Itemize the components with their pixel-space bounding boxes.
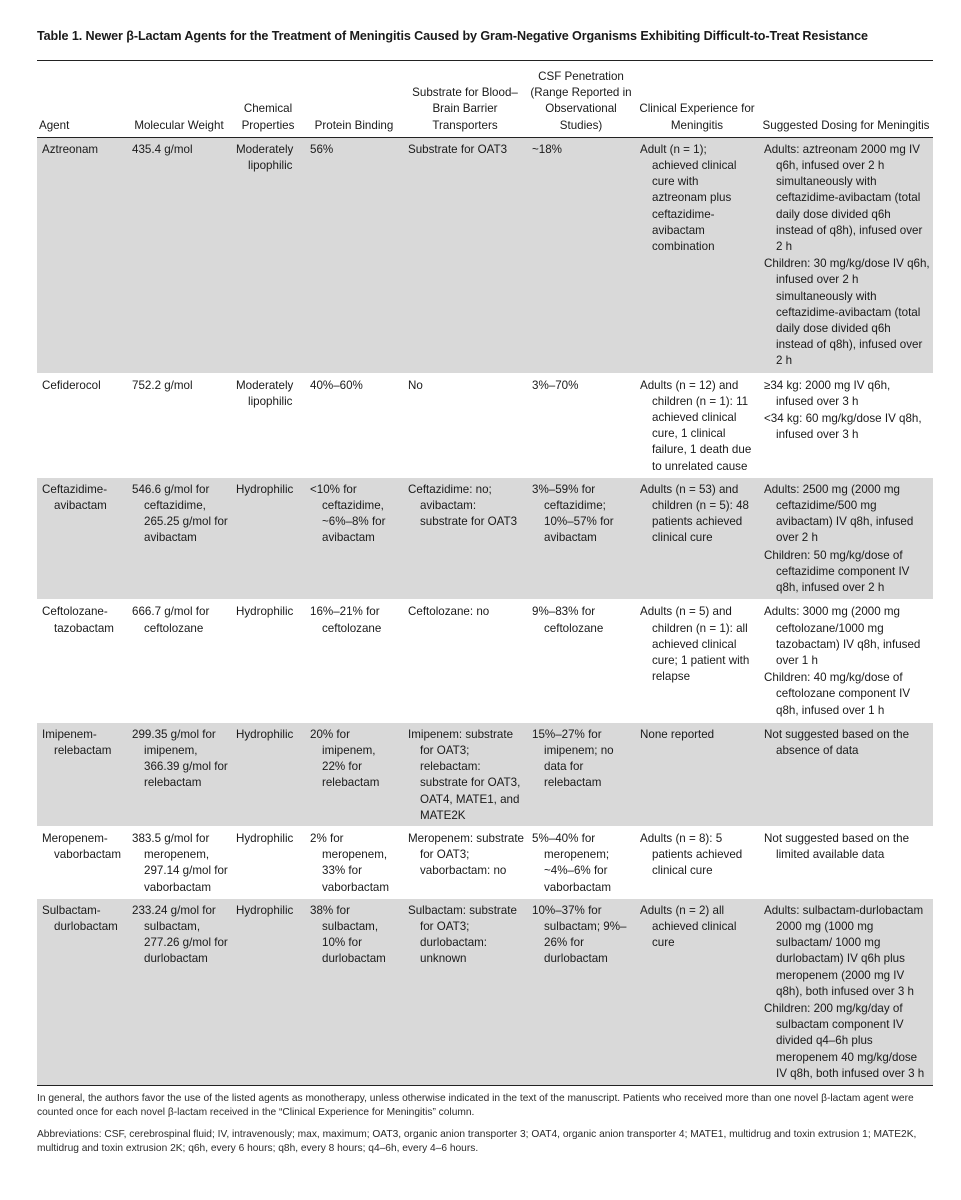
cell-bbb-transporters: Substrate for OAT3 — [408, 142, 508, 156]
cell-agent: Sulbactam-durlobactam — [42, 903, 118, 933]
cell-clinical-experience: Adults (n = 5) and children (n = 1): all achieved clinical cure; 1 patient with relapse — [640, 605, 750, 684]
cell-dosing-weight-high: ≥34 kg: 2000 mg IV q6h, infused over 3 h — [764, 378, 891, 408]
cell-csf-penetration: 9%–83% for ceftolozane — [532, 605, 604, 635]
header-molecular-weight: Molecular Weight — [127, 61, 231, 137]
cell-csf-penetration: 15%–27% for imipenem; no data for relebactam — [532, 727, 614, 790]
cell-bbb-transporters: Ceftazidime: no; avibactam: substrate for OAT3 — [408, 482, 518, 529]
cell-dosing-adults: Adults: aztreonam 2000 mg IV q6h, infused over 2 h simultaneously with ceftazidime-avibactam (total daily dose divided q6h instead of q8h), infused over 2 h — [764, 142, 923, 254]
cell-dosing: Not suggested based on the absence of data — [764, 727, 910, 757]
cell-agent: Meropenem-vaborbactam — [42, 831, 122, 862]
cell-molecular-weight: 546.6 g/mol for ceftazidime, 265.25 g/mol for avibactam — [132, 482, 228, 545]
table-row — [37, 826, 933, 898]
cell-molecular-weight: 233.24 g/mol for sulbactam, 277.26 g/mol for durlobactam — [132, 903, 228, 966]
cell-protein-binding: 56% — [310, 142, 334, 156]
cell-csf-penetration: 3%–70% — [532, 378, 579, 392]
cell-csf-penetration: 3%–59% for ceftazidime; 10%–57% for avibactam — [532, 482, 614, 545]
cell-agent: Cefiderocol — [42, 378, 101, 392]
cell-bbb-transporters: No — [408, 378, 423, 392]
table-title: Table 1. Newer β-Lactam Agents for the Treatment of Meningitis Caused by Gram-Negative Organisms Exhibiting Difficult-to-Treat Resistance — [37, 29, 868, 43]
cell-chemical-properties: Hydrophilic — [236, 605, 294, 619]
cell-bbb-transporters: Imipenem: substrate for OAT3; relebactam: substrate for OAT3, OAT4, MATE1, and MATE2K — [408, 727, 521, 822]
cell-molecular-weight: 666.7 g/mol for ceftolozane — [132, 605, 210, 635]
cell-clinical-experience: Adult (n = 1); achieved clinical cure with aztreonam plus ceftazidime-avibactam combination — [640, 142, 737, 254]
cell-chemical-properties: Hydrophilic — [236, 831, 294, 845]
table-row — [37, 477, 933, 599]
cell-protein-binding: <10% for ceftazidime, ~6%–8% for avibactam — [310, 482, 386, 545]
cell-clinical-experience: Adults (n = 8): 5 patients achieved clinical cure — [640, 831, 743, 878]
header-clinical-experience: Clinical Experience for Meningitis — [635, 61, 759, 137]
cell-dosing-children: Children: 40 mg/kg/dose of ceftolozane component IV q8h, infused over 1 h — [764, 671, 911, 717]
table-figure — [37, 26, 933, 1164]
cell-agent: Ceftazidime-avibactam — [42, 482, 108, 513]
cell-chemical-properties: Moderately lipophilic — [236, 142, 294, 173]
table-row — [37, 137, 933, 373]
cell-dosing-children: Children: 30 mg/kg/dose IV q6h, infused over 2 h simultaneously with ceftazidime-avibactam (total daily dose divided q6h instead of q8h), infused over 2 h — [764, 257, 930, 368]
footnote-abbreviations: Abbreviations: CSF, cerebrospinal fluid; IV, intravenously; max, maximum; OAT3, organic anion transporter 3; OAT4, organic anion transporter 4; MATE1, multidrug and toxin extrusion 1; MATE2K, multidrug and toxin extrusion 2K; q6h, every 6 hours; q8h, every 8 hours; q4–6h, every 4–6 hours. — [37, 1128, 917, 1155]
cell-clinical-experience: None reported — [640, 727, 715, 741]
cell-dosing-children: Children: 50 mg/kg/dose of ceftazidime component IV q8h, infused over 2 h — [764, 548, 910, 595]
table-row — [37, 898, 933, 1085]
footnote-general: In general, the authors favor the use of the listed agents as monotherapy, unless otherwise indicated in the text of the manuscript. Patients who received more than one novel β-lactam agent were counted once for each novel β-lactam received in the “Clinical Experience for Meningitis” column. — [37, 1092, 914, 1119]
header-csf-penetration: CSF Penetration (Range Reported in Observational Studies) — [527, 61, 635, 137]
cell-dosing-adults: Adults: 2500 mg (2000 mg ceftazidime/500 mg avibactam) IV q8h, infused over 2 h — [764, 482, 914, 545]
cell-dosing-children: Children: 200 mg/kg/day of sulbactam component IV divided q4–6h plus meropenem 40 mg/kg/dose IV q8h, both infused over 3 h — [764, 1001, 925, 1080]
cell-agent: Ceftolozane-tazobactam — [42, 605, 114, 635]
cell-protein-binding: 20% for imipenem, 22% for relebactam — [310, 727, 380, 790]
cell-protein-binding: 2% for meropenem, 33% for vaborbactam — [310, 831, 390, 894]
cell-dosing-weight-low: <34 kg: 60 mg/kg/dose IV q8h, infused over 3 h — [764, 412, 922, 442]
cell-dosing-adults: Adults: 3000 mg (2000 mg ceftolozane/1000 mg tazobactam) IV q8h, infused over 1 h — [764, 605, 921, 667]
header-suggested-dosing: Suggested Dosing for Meningitis — [759, 61, 933, 137]
cell-chemical-properties: Hydrophilic — [236, 482, 294, 496]
cell-csf-penetration: 5%–40% for meropenem; ~4%–6% for vaborbactam — [532, 831, 612, 894]
cell-clinical-experience: Adults (n = 12) and children (n = 1): 11 achieved clinical cure, 1 clinical failure, 1 death due to unrelated cause — [640, 378, 752, 473]
table-row — [37, 600, 933, 722]
header-row — [37, 61, 933, 137]
table-footnotes — [37, 1092, 933, 1157]
agents-table — [37, 61, 933, 1086]
header-chemical-properties: Chemical Properties — [231, 61, 305, 137]
cell-molecular-weight: 299.35 g/mol for imipenem, 366.39 g/mol for relebactam — [132, 727, 228, 790]
cell-agent: Aztreonam — [42, 142, 99, 156]
cell-bbb-transporters: Ceftolozane: no — [408, 605, 490, 619]
cell-csf-penetration: ~18% — [532, 142, 562, 156]
cell-molecular-weight: 435.4 g/mol — [132, 142, 193, 156]
cell-molecular-weight: 383.5 g/mol for meropenem, 297.14 g/mol for vaborbactam — [132, 831, 228, 894]
cell-dosing-adults: Adults: sulbactam-durlobactam 2000 mg (1000 mg sulbactam/ 1000 mg durlobactam) IV q6h plus meropenem (2000 mg IV q8h), both infused over 3 h — [764, 903, 924, 998]
cell-agent: Imipenem-relebactam — [42, 727, 112, 757]
cell-protein-binding: 38% for sulbactam, 10% for durlobactam — [310, 903, 386, 966]
header-protein-binding: Protein Binding — [305, 61, 403, 137]
cell-bbb-transporters: Meropenem: substrate for OAT3; vaborbactam: no — [408, 831, 524, 878]
cell-bbb-transporters: Sulbactam: substrate for OAT3; durlobactam: unknown — [408, 903, 517, 966]
cell-clinical-experience: Adults (n = 53) and children (n = 5): 48 patients achieved clinical cure — [640, 482, 749, 545]
cell-chemical-properties: Hydrophilic — [236, 727, 294, 741]
cell-dosing: Not suggested based on the limited available data — [764, 831, 910, 862]
header-agent: Agent — [37, 61, 127, 137]
header-bbb-transporters: Substrate for Blood–Brain Barrier Transporters — [403, 61, 527, 137]
table-row — [37, 722, 933, 826]
cell-clinical-experience: Adults (n = 2) all achieved clinical cure — [640, 903, 737, 950]
cell-csf-penetration: 10%–37% for sulbactam; 9%–26% for durlobactam — [532, 903, 627, 966]
cell-chemical-properties: Hydrophilic — [236, 903, 294, 917]
cell-protein-binding: 16%–21% for ceftolozane — [310, 605, 382, 635]
cell-molecular-weight: 752.2 g/mol — [132, 378, 193, 392]
table-row — [37, 373, 933, 477]
cell-chemical-properties: Moderately lipophilic — [236, 378, 294, 408]
cell-protein-binding: 40%–60% — [310, 378, 363, 392]
